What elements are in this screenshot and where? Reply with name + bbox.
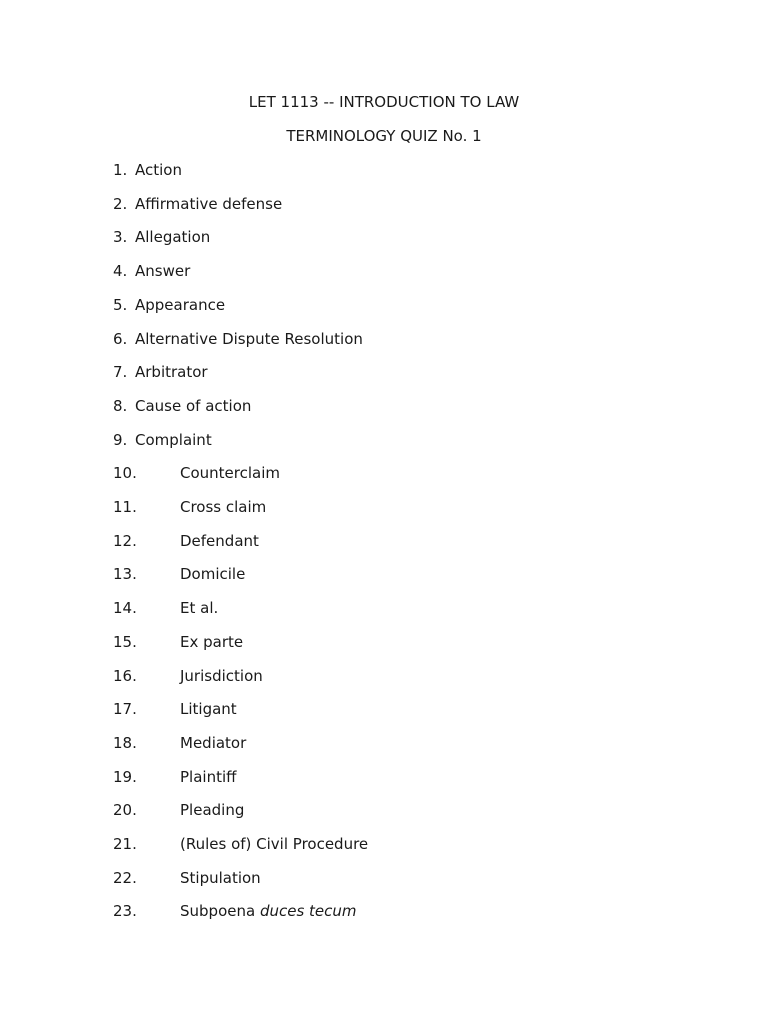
item-term-text: Answer xyxy=(135,262,191,280)
list-item xyxy=(113,901,673,921)
item-number: 8. xyxy=(113,397,128,415)
list-item xyxy=(113,396,673,416)
item-number: 6. xyxy=(113,330,128,348)
list-item xyxy=(113,295,673,315)
list-item xyxy=(113,632,673,652)
item-term-text: Stipulation xyxy=(180,869,261,887)
item-term-text: Jurisdiction xyxy=(180,667,263,685)
item-number: 10. xyxy=(113,464,137,482)
list-item xyxy=(113,329,673,349)
item-number: 23. xyxy=(113,902,137,920)
item-term xyxy=(135,261,190,281)
item-term-italic: duces tecum xyxy=(259,902,357,920)
item-term xyxy=(180,632,243,652)
item-term-text: Affirmative defense xyxy=(135,195,283,213)
item-term-text: Et al. xyxy=(180,599,219,617)
item-term-text: Pleading xyxy=(180,801,245,819)
item-term xyxy=(180,868,261,888)
item-term-text: Counterclaim xyxy=(180,464,280,482)
item-term-text: Cause of action xyxy=(135,397,252,415)
item-term xyxy=(135,362,208,382)
item-number: 15. xyxy=(113,633,137,651)
list-item xyxy=(113,564,673,584)
list-item xyxy=(113,463,673,483)
item-term xyxy=(180,834,368,854)
item-term-text: Cross claim xyxy=(180,498,267,516)
item-term-text: Alternative Dispute Resolution xyxy=(135,330,363,348)
list-item xyxy=(113,362,673,382)
item-number: 21. xyxy=(113,835,137,853)
list-item xyxy=(113,868,673,888)
item-term xyxy=(180,531,259,551)
item-term xyxy=(180,463,280,483)
list-item xyxy=(113,666,673,686)
item-term-text: Complaint xyxy=(135,431,212,449)
item-term xyxy=(135,396,251,416)
quiz-title: TERMINOLOGY QUIZ No. 1 xyxy=(286,127,482,145)
item-term-text: Allegation xyxy=(135,228,211,246)
item-number: 7. xyxy=(113,363,128,381)
item-number: 13. xyxy=(113,565,137,583)
list-item xyxy=(113,430,673,450)
item-term-text: Plaintiff xyxy=(180,768,237,786)
item-term xyxy=(180,598,218,618)
list-item xyxy=(113,800,673,820)
list-item xyxy=(113,699,673,719)
item-number: 9. xyxy=(113,431,128,449)
item-term xyxy=(135,194,282,214)
course-title: LET 1113 -- INTRODUCTION TO LAW xyxy=(248,93,520,111)
item-term-text: Defendant xyxy=(180,532,259,550)
item-term xyxy=(135,160,182,180)
item-term xyxy=(180,901,357,921)
item-term xyxy=(135,329,363,349)
list-item xyxy=(113,261,673,281)
list-item xyxy=(113,733,673,753)
item-number: 20. xyxy=(113,801,137,819)
item-term xyxy=(135,430,212,450)
item-term-text: Litigant xyxy=(180,700,237,718)
item-number: 3. xyxy=(113,228,128,246)
item-number: 18. xyxy=(113,734,137,752)
item-term xyxy=(180,767,236,787)
item-term-text: Domicile xyxy=(180,565,246,583)
list-item xyxy=(113,194,673,214)
item-number: 19. xyxy=(113,768,137,786)
item-term-text: Arbitrator xyxy=(135,363,208,381)
list-item xyxy=(113,227,673,247)
item-number: 2. xyxy=(113,195,128,213)
item-term-text: Appearance xyxy=(135,296,226,314)
item-number: 17. xyxy=(113,700,137,718)
list-item xyxy=(113,767,673,787)
list-item xyxy=(113,160,673,180)
item-number: 4. xyxy=(113,262,128,280)
item-term xyxy=(135,295,225,315)
item-number: 1. xyxy=(113,161,128,179)
item-term-text: Mediator xyxy=(180,734,247,752)
item-term-text: Action xyxy=(135,161,182,179)
item-term xyxy=(180,733,246,753)
item-term xyxy=(180,699,237,719)
list-item xyxy=(113,497,673,517)
item-term-text: Ex parte xyxy=(180,633,244,651)
item-number: 11. xyxy=(113,498,137,516)
item-term-text: (Rules of) Civil Procedure xyxy=(180,835,369,853)
item-number: 5. xyxy=(113,296,128,314)
item-number: 14. xyxy=(113,599,137,617)
list-item xyxy=(113,834,673,854)
item-term xyxy=(180,564,245,584)
list-item xyxy=(113,598,673,618)
item-term xyxy=(180,497,266,517)
item-term xyxy=(180,800,244,820)
item-term xyxy=(135,227,210,247)
item-term xyxy=(180,666,263,686)
item-number: 22. xyxy=(113,869,137,887)
item-number: 12. xyxy=(113,532,137,550)
item-term-text: Subpoena xyxy=(180,902,256,920)
item-number: 16. xyxy=(113,667,137,685)
list-item xyxy=(113,531,673,551)
